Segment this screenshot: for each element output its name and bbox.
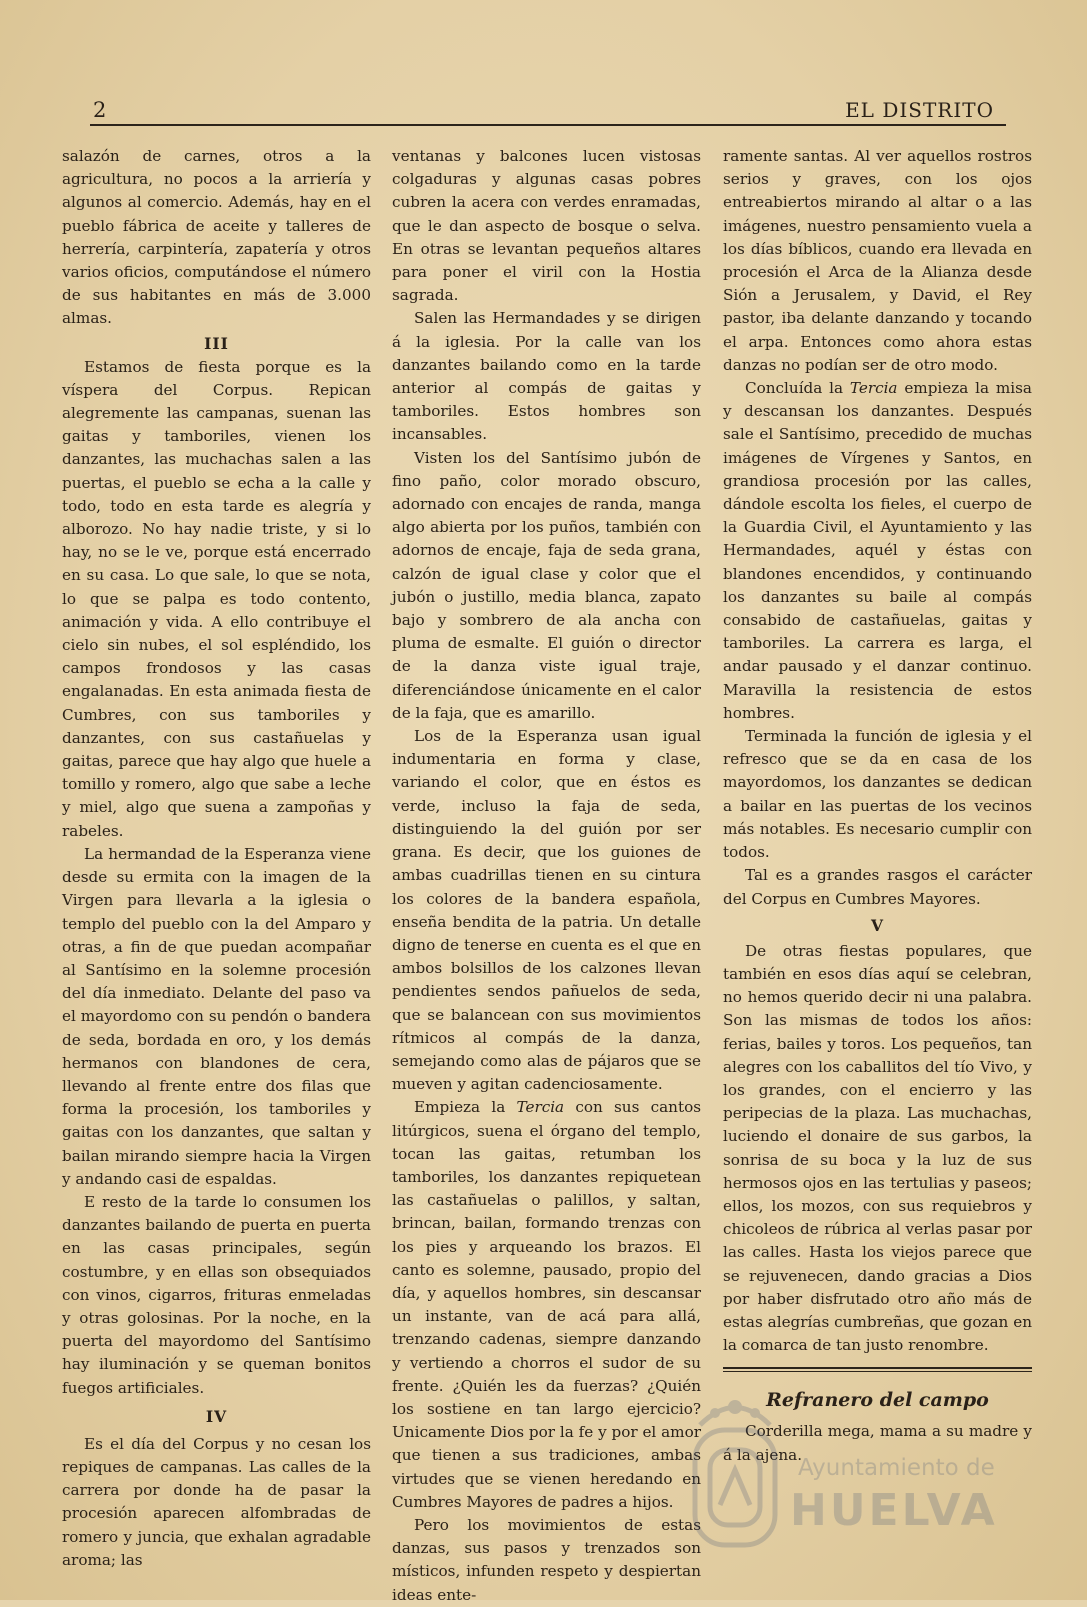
section-heading-iii: III: [204, 333, 229, 353]
text-run: con sus cantos litúrgicos, suena el órgano del templo, tocan las gaitas, retumban los tamboriles, los danzantes repiquetean las castañuelas o palillos, y saltan, brincan, bailan, formando trenzas con los pies y arqueando los brazos. El canto es solemne, pausado, propio del día, y aquellos hombres, sin descansar un instante, van de acá para allá, trenzando cadenas, siempre danzando y vertiendo a chorros el sudor de su frente. ¿Quién les da fuerzas? ¿Quién los sostiene en tan largo ejercicio? Unicamente Dios por la fe y por el amor que tienen a sus tradiciones, ambas virtudes que se vienen heredando en Cumbres Mayores de padres a hijos.: [392, 1098, 702, 1511]
italic-term: Tercia: [516, 1098, 565, 1117]
italic-term: Tercia: [849, 379, 898, 398]
paragraph: Tal es a grandes rasgos el carácter del Corpus en Cumbres Mayores.: [723, 866, 1032, 908]
section-heading-iv: IV: [205, 1406, 228, 1426]
refranero-text: Corderilla mega, mama a su madre y á la ajena.: [723, 1422, 1032, 1464]
watermark-line-1: Ayuntamiento de: [798, 1455, 995, 1481]
paragraph: ramente santas. Al ver aquellos rostros serios y graves, con los ojos entreabiertos mirando al altar o a las imágenes, nuestro pensamiento vuela a los días bíblicos, cuando era llevada en procesión el Arca de la Alianza desde Sión a Jerusalem, y David, el Rey pastor, iba delante danzando y tocando el arpa. Entonces como ahora estas danzas no podían ser de otro modo.: [723, 147, 1032, 374]
refranero-title: Refranero del campo: [766, 1389, 989, 1412]
paragraph: salazón de carnes, otros a la agricultura, no pocos a la arriería y algunos al comercio. Además, hay en el pueblo fábrica de aceite y talleres de herrería, carpintería, zapatería y otros varios oficios, computándose el número de sus habitantes en más de 3.000 almas.: [62, 147, 371, 328]
paragraph: De otras fiestas populares, que también en esos días aquí se celebran, no hemos querido decir ni una palabra. Son las mismas de todos los años: ferias, bailes y toros. Los pequeños, tan alegres con los caballitos del tío Vivo, y los grandes, con el encierro y las peripecias de la plaza. Las muchachas, luciendo el donaire de sus garbos, la sonrisa de su boca y la luz de sus hermosos ojos en las tertulias y paseos; ellos, los mozos, con sus requiebros y chicoleos de rúbrica al verlas pasar por las calles. Hasta los viejos parece que se rejuvenecen, dando gracias a Dios por haber disfrutado otro año más de estas alegrías cumbreñas, que gozan en la comarca de tan justo renombre.: [723, 941, 1032, 1355]
paragraph: ventanas y balcones lucen vistosas colgaduras y algunas casas pobres cubren la acera con verdes enramadas, que le dan aspecto de bosque o selva. En otras se levantan pequeños altares para poner el viril con la Hostia sagrada.: [392, 147, 701, 305]
coat-of-arms-icon: [680, 1385, 790, 1555]
text-run: Empieza la: [414, 1098, 517, 1117]
paragraph: [392, 1096, 701, 1514]
paragraph: Terminada la función de iglesia y el refresco que se da en casa de los mayordomos, los danzantes se dedican a bailar en las puertas de los vecinos más notables. Es necesario cumplir con todos.: [723, 727, 1032, 862]
column-3: [723, 145, 1032, 1467]
paragraph: Los de la Esperanza usan igual indumentaria en forma y clase, variando el color, que en éstos es verde, incluso la faja de seda, distinguiendo la del guión por ser grana. Es decir, que los guiones de ambas cuadrillas tienen en su cintura los colores de la bandera española, enseña bendita de la patria. Un detalle digno de tenerse en cuenta es el que en ambos bolsillos de los calzones llevan pendientes sendos pañuelos de seda, que se balancean con sus movimientos rítmicos al compás de la danza, semejando como alas de pájaros que se mueven y agitan cadenciosamente.: [392, 727, 701, 1094]
page-header: [90, 98, 1002, 124]
text-run: empieza la misa y descansan los danzantes. Después sale el Santísimo, precedido de muchas imágenes de Vírgenes y Santos, en grandiosa procesión por las calles, dándole escolta los fieles, el cuerpo de la Guardia Civil, el Ayuntamiento y las Hermandades, aquél y éstas con blandones encendidos, y continuando los danzantes su baile al compás consabido de castañuelas, gaitas y tamboriles. La carrera es larga, el andar pausado y el danzar continuo. Maravilla la resistencia de estos hombres.: [723, 379, 1032, 722]
watermark-line-2: HUELVA: [790, 1485, 998, 1536]
paragraph: [723, 377, 1032, 725]
archive-watermark: [680, 1385, 1010, 1555]
paragraph: Visten los del Santísimo jubón de fino paño, color morado obscuro, adornado con encajes de randa, manga algo abierta por los puños, también con adornos de encaje, faja de seda grana, calzón de igual clase y color que el jubón o justillo, media blanca, zapato bajo y sombrero de ala ancha con pluma de esmalte. El guión o director de la danza viste igual traje, diferenciándose únicamente en el calor de la faja, que es amarillo.: [392, 448, 701, 722]
page-number: 2: [93, 98, 107, 122]
paragraph: Pero los movimientos de estas danzas, sus pasos y trenzados son místicos, infunden respeto y despiertan ideas ente-: [392, 1515, 701, 1604]
paragraph: La hermandad de la Esperanza viene desde su ermita con la imagen de la Virgen para llevarla a la iglesia o templo del pueblo con la del Amparo y otras, a fin de que puedan acompañar al Santísimo en la solemne procesión del día inmediato. Delante del paso va el mayordomo con su pendón o bandera de seda, bordada en oro, y los demás hermanos con blandones de cera, llevando al frente entre dos filas que forma la procesión, los tamboriles y gaitas con los danzantes, que saltan y bailan mirando siempre hacia la Virgen y andando casi de espaldas.: [62, 844, 371, 1188]
header-rule: [90, 124, 1006, 126]
paragraph: Salen las Hermandades y se dirigen á la iglesia. Por la calle van los danzantes bailando como en la tarde anterior al compás de gaitas y tamboriles. Estos hombres son incansables.: [392, 309, 701, 444]
column-2: [392, 145, 701, 1607]
running-title: EL DISTRITO: [845, 98, 994, 122]
paragraph: Estamos de fiesta porque es la víspera del Corpus. Repican alegremente las campanas, suenan las gaitas y tamboriles, vienen los danzantes, las muchachas salen a las puertas, el pueblo se echa a la calle y todo, todo en esta tarde es alegría y alborozo. No hay nadie triste, y si lo hay, no se le ve, porque está encerrado en su casa. Lo que sale, lo que se nota, lo que se palpa es todo contento, animación y vida. A ello contribuye el cielo sin nubes, el sol espléndido, los campos frondosos y las casas engalanadas. En esta animada fiesta de Cumbres, con sus tamboriles y danzantes, con sus castañuelas y gaitas, parece que hay algo que huele a tomillo y romero, algo que sabe a leche y miel, algo que suena a zampoñas y rabeles.: [62, 357, 371, 840]
column-1: [62, 145, 371, 1572]
paragraph: E resto de la tarde lo consumen los danzantes bailando de puerta en puerta en las casas principales, según costumbre, y en ellas son obsequiados con vinos, cigarros, frituras enmeladas y otras golosinas. Por la noche, en la puerta del mayordomo del Santísimo hay iluminación y se queman bonitos fuegos artificiales.: [62, 1192, 371, 1397]
text-run: Concluída la: [745, 379, 850, 398]
paragraph: Es el día del Corpus y no cesan los repiques de campanas. Las calles de la carrera por donde ha de pasar la procesión aparecen alfombradas de romero y juncia, que exhalan agradable aroma; las: [62, 1434, 371, 1569]
section-heading-v: V: [870, 915, 885, 935]
article-end-rule: [723, 1367, 1032, 1372]
